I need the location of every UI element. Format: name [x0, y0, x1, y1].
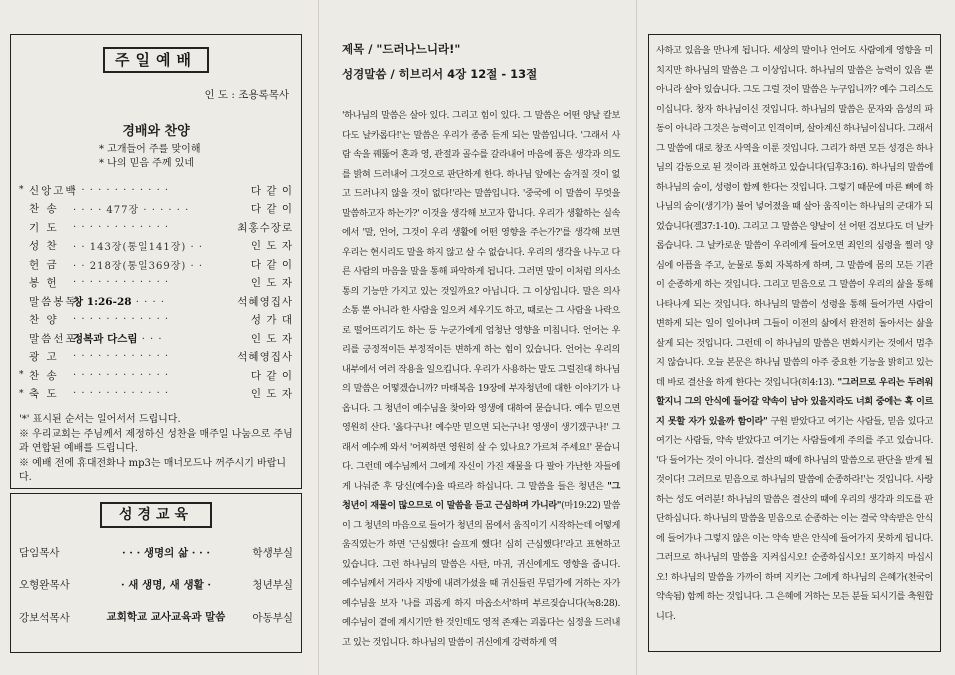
order-detail: · · 218장(통일369장) · ·: [73, 260, 204, 272]
order-detail: · · · · · · · · · · · ·: [73, 351, 170, 363]
order-label: 찬 송: [29, 369, 59, 382]
education-row: [19, 609, 293, 626]
order-row: [19, 329, 293, 348]
worship-leader: 인 도 : 조용록목사: [204, 89, 289, 101]
order-of-service: [19, 181, 293, 403]
order-person: 석혜영집사: [237, 295, 293, 308]
fold-line: [318, 0, 319, 675]
order-row: [19, 366, 293, 385]
sermon-body-part2: [656, 41, 933, 626]
order-row: [19, 292, 293, 311]
order-row: [19, 385, 293, 404]
standing-mark: *: [19, 370, 24, 381]
middle-column: [342, 34, 620, 652]
education-topic: · · · 생명의 삶 · · ·: [121, 547, 211, 559]
order-row: [19, 200, 293, 219]
order-label: 헌 금: [29, 258, 59, 271]
sermon-title: 정복과 다스림: [73, 332, 138, 345]
order-label: 찬 양: [29, 314, 59, 327]
order-detail: · · · · · · · · · · · ·: [73, 184, 170, 196]
order-label: 봉 헌: [29, 277, 59, 290]
order-row: [19, 311, 293, 330]
order-label: 찬 송: [29, 203, 59, 216]
worship-box: [10, 34, 302, 489]
order-detail: · · · · 477장 · · · · · ·: [73, 205, 190, 217]
education-topic: 교회학교 교사교육과 말씀: [106, 611, 226, 623]
praise-song: * 나의 믿음 주께 있네: [99, 158, 194, 169]
education-row: [19, 577, 293, 592]
order-dots: · · · ·: [135, 296, 166, 308]
education-room: 아동부실: [252, 612, 293, 624]
order-label: 기 도: [29, 221, 59, 234]
order-person: 인 도 자: [250, 240, 293, 253]
order-detail: · · 143장(통일141장) · ·: [73, 242, 204, 254]
order-dots: · · ·: [141, 333, 163, 345]
order-row: [19, 274, 293, 293]
education-teacher: 강보석목사: [19, 612, 70, 624]
order-person: 다 같 이: [250, 184, 293, 197]
sermon-paragraph: 구원 받았다고 여기는 사람들, 믿음 있다고 여기는 사람들, 약속 받았다고 여기는 사람들에게 주의를 주고 있습니다. '다 들어가는 것이 아니다. 결산의 때에 하나님의 말씀으로 판단을 받게 될 것이다! 그러므로 믿음으로 하나님의 말씀에 순종하라!'는 것입니다. 사랑하는 성도 여러분! 하나님의 말씀은 결산의 때에 우리의 생각과 의도를 판단하십니다. 하나님의 말씀을 믿음으로 순종하는 이는 결국 약속받은 안식에 들어가나 그렇지 않은 이는 약속 받은 안식에 들어가지 못하게 됩니다. 그러므로 하나님의 말씀을 지켜십시오! 순종하십시오! 포기하지 마십시오! 하나님의 말씀을 가까이 하며 지키는 그에게 하나님의 은혜가(천국이 약속됨) 함께 하는 것입니다. 그 은혜에 거하는 모든 분들 되시기를 축원합니다.: [656, 415, 933, 622]
worship-title: 주일예배: [103, 47, 209, 73]
order-person: 인 도 자: [250, 388, 293, 401]
order-label: 광 고: [29, 351, 59, 364]
order-detail: · · · · · · · · · · · ·: [73, 314, 170, 326]
order-row: [19, 348, 293, 367]
order-row: [19, 218, 293, 237]
worship-notes: [19, 413, 293, 485]
order-detail: · · · · · · · · · · · ·: [73, 388, 170, 400]
order-label: 말씀선포: [29, 332, 78, 345]
fold-line: [636, 0, 637, 675]
order-label: 성 찬: [29, 240, 59, 253]
sermon-scripture-line: 성경말씀 / 히브리서 4장 12절 - 13절: [342, 67, 538, 81]
sermon-paragraph: 사하고 있음을 만나게 됩니다. 세상의 말이나 언어도 사람에게 영향을 미치지만 하나님의 말씀은 그 이상입니다. 하나님의 말씀은 능력이 있음 뿐 아니라 살아 있습니다. 그도 그럴 것이 말씀은 누구입니까? 예수 그리스도이십니다. 창자 하나님이신 것입니다. 하나님의 말씀은 문자와 음성의 파동이 아니라 그것은 능력이고 인격이며, 살아계신 하나님이십니다. 그래서 그 말씀에 대로 창조 사역을 이룬 것입니다. 그리가 하면 모든 성경은 하나님의 감동으로 된 것이라 표현하고 있습니다(딤후3:16). 하나님의 말씀에 하나님의 숨이, 성령이 함께 한다는 것입니다. 그렇기 때문에 마른 뼈에 하나님의 숨이(생기가) 불어 넣어졌을 때 살아 움직이는 하나님의 군대가 되었습니다(겔37:1-10). 그리고 그 말씀은 양날이 선 어떤 검보다도 더 날카롭습니다. 그 날카로운 말씀이 우리에게 들어오면 죄인의 심령을 찔러 양심에 아픔을 주고, 눈물로 통회 자복하게 하며, 그 말씀에 몸의 모든 기관이 순종하게 하는 것입니다. 그리고 믿음으로 그 말씀이 우리의 삶을 통해 나타나게 되는 것입니다. 하나님의 말씀이 성령을 통해 들어가면 사람이 변하게 되는 일이 일어나며 그들이 이전의 삶에서 완전히 돌아서는 삶을 살게 되는 것입니다. 그런데 이 하나님의 말씀은 변화시키는 것에서 멈추지 않습니다. 오늘 본문은 하나님 말씀의 아주 중요한 기능을 밝히고 있는데 바로 결산을 하게 한다는 것입니다(히4:13).: [656, 45, 933, 388]
order-detail: · · · · · · · · · · · ·: [73, 369, 170, 381]
order-person: 다 같 이: [250, 258, 293, 271]
order-row: [19, 237, 293, 256]
education-topic: · 새 생명, 새 생활 ·: [120, 579, 212, 591]
education-title: 성경교육: [100, 502, 212, 528]
sermon-title-line: 제목 / "드러나느니라!": [342, 42, 461, 56]
sermon-paragraph: '하나님의 말씀은 살아 있다. 그리고 힘이 있다. 그 말씀은 어떤 양날 칼보다도 날카롭다!'는 말씀은 우리가 종종 듣게 되는 말씀입니다. '그래서 사람 속을 꿰뚫어 혼과 영, 관절과 골수를 갈라내어 마음에 품은 생각과 의도를 밝혀 드러내어 그것으로 판단하게 한다. 하나님 앞에는 숨겨질 것이 없고 드러나지 않을 것이 없다!'라는 말씀입니다. '중국에 이 말씀이 무엇을 말씀하고자 하는가?' 이것을 생각해 보고자 합니다. 우리가 생활하는 실속에서 '말, 언어, 그것이 우리 생활에 어떤 영향을 주는가?'를 생각해 보면 우리는 현시리도 말을 하지 않고 살 수 없습니다. 우리의 생각을 나누고 다른 사람의 마음을 말을 통해 파악하게 됩니다. 그러면 말이 이처럼 의사소통의 기능만 가지고 있는 것일까요? 아닙니다. 그 이상입니다. 말은 의사소통 뿐 아니라 한 사람을 일으켜 세우기도 하고, 때로는 그 사람을 나락으로 떨어뜨리기도 하는 등 누군가에게 엄청난 영향을 미칩니다. 언어는 우리를 긍정적이든 부정적이든 변하게 하는 힘이 있습니다. 언어는 우리의 내부에서 여러 작용을 일으킵니다. 우리가 사용하는 말도 그럴진대 하나님의 말씀은 어떻겠습니까? 마태복음 19장에 부자청년에 대한 이야기가 나옵니다. 그 청년이 예수님을 찾아와 영생에 대하여 묻습니다. 예수 믿으면 영원히 산다. '옳다구나! 예수만 믿으면 되는구나! 영생이 생기겠구나!' 그래서 예수께 와서 '어찌하면 영원히 살 수 있나요? 가르쳐 주세요!' 묻습니다. 그런데 예수님께서 그에게 자신이 가진 재물을 다 팔아 가난한 자들에게 나눠준 후 당신(예수)을 따르라 하십니다. 그 말씀을 들은 청년은: [342, 110, 620, 492]
education-row: [19, 545, 293, 560]
praise-heading: 경배와 찬양: [122, 124, 190, 139]
right-column: [648, 34, 941, 652]
note: ※ 예배 전에 휴대전화나 mp3는 매너모드나 꺼주시기 바랍니다.: [19, 458, 287, 483]
order-person: 다 같 이: [250, 203, 293, 216]
order-person: 다 같 이: [250, 369, 293, 382]
praise-songs: [99, 143, 293, 171]
order-detail: · · · · · · · · · · · ·: [73, 221, 170, 233]
order-person: 최홍수장로: [237, 221, 293, 234]
education-room: 학생부실: [252, 547, 293, 559]
order-label: 말씀봉독: [29, 295, 78, 308]
standing-mark: *: [19, 388, 24, 399]
education-teacher: 오형완목사: [19, 579, 70, 591]
order-person: 인 도 자: [250, 277, 293, 290]
order-person: 석혜영집사: [237, 351, 293, 364]
sermon-body-part1: [342, 106, 620, 652]
education-box: [10, 493, 302, 653]
order-person: 성 가 대: [250, 314, 293, 327]
standing-mark: *: [19, 185, 24, 196]
order-label: 축 도: [29, 388, 59, 401]
order-detail: [73, 331, 231, 346]
note: '*' 표시된 순서는 일어서서 드립니다.: [19, 414, 181, 425]
order-detail: · · · · · · · · · · · ·: [73, 277, 170, 289]
order-person: 인 도 자: [250, 332, 293, 345]
praise-song: * 고개들어 주를 맞이해: [99, 144, 201, 155]
order-label: 신앙고백: [29, 184, 78, 197]
sermon-paragraph: (마19:22) 말씀이 그 청년의 마음으로 들어가 청년의 몸에서 움직이기 시작하는데 어떻게 움직였는가 하면 '근심했다! 슬프게 했다! 심히 근심했다!'라고 표현하고 있습니다. 그런 하나님의 말씀은 사탄, 마귀, 귀신에게도 영향을 줍니다. 예수님께서 거라사 지방에 내려가셨을 때 귀신들린 무덤가에 거하는 자가 예수님을 보자 '나를 괴롭게 하지 마옵소서'하며 부르짖습니다(눅8:28). 예수님이 곁에 계시기만 한 것인데도 영적 존재는 괴롭다는 심정을 드러내고 있는 것입니다. 하나님의 말씀이 귀신에게 강력하게 역: [342, 500, 621, 648]
note: ※ 우리교회는 주님께서 제정하신 성찬을 매주일 나눔으로 주님과 연합된 예배를 드립니다.: [19, 429, 293, 454]
left-column: [10, 34, 302, 653]
education-teacher: 담임목사: [19, 547, 60, 559]
sermon-bold-quote: "그 청년이 재물이 많으므로 이 말씀을 듣고 근심하며 가니라": [342, 480, 620, 511]
education-room: 청년부실: [252, 579, 293, 591]
scripture-reference: 창 1:26-28: [73, 295, 132, 308]
order-detail: [73, 294, 231, 309]
sermon-bold-quote: "그러므로 우리는 두려워할지니 그의 안식에 들어갈 약속이 남아 있을지라도 너희 중에는 혹 이르지 못할 자가 있을까 함이라": [656, 376, 933, 427]
order-row: [19, 181, 293, 200]
order-row: [19, 255, 293, 274]
